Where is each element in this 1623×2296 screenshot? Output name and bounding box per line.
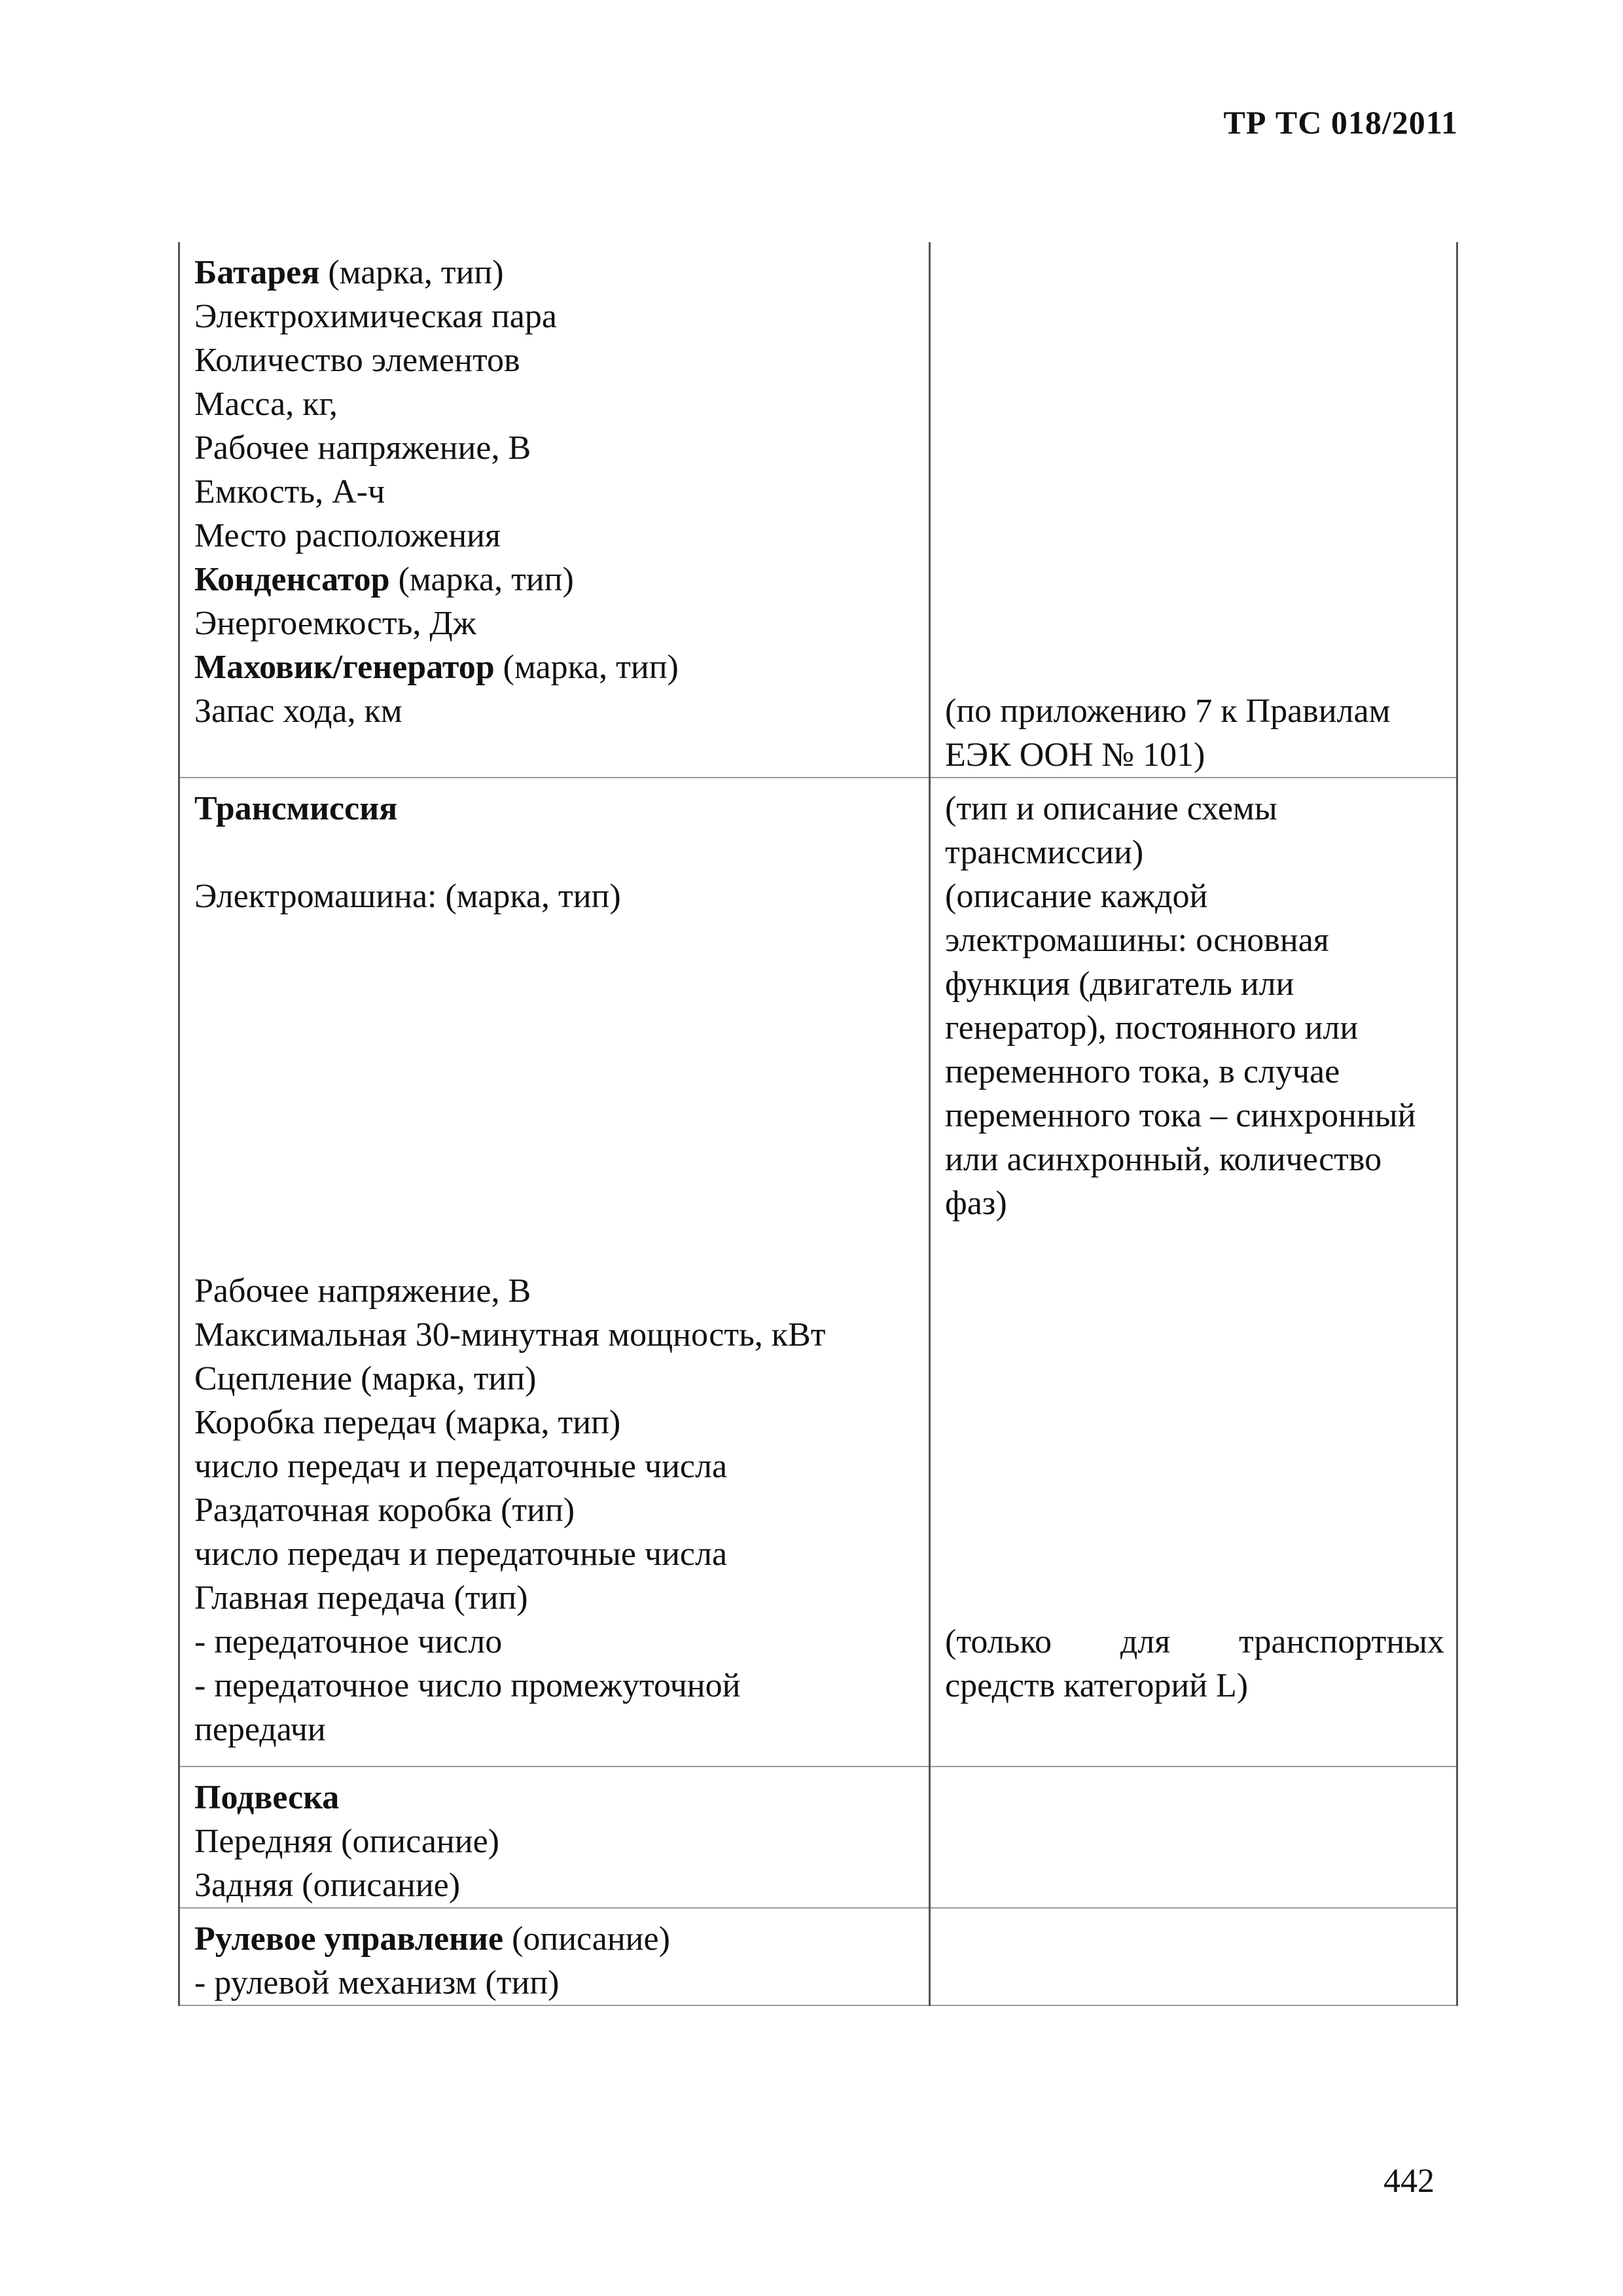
battery-param-location: Место расположения: [194, 517, 501, 554]
transmission-param-max-power: Максимальная 30-минутная мощность, кВт: [194, 1316, 826, 1354]
spacer: [945, 338, 1444, 382]
transmission-param-clutch: Сцепление (марка, тип): [194, 1360, 537, 1397]
transmission-param-transfer-case: Раздаточная коробка (тип): [194, 1492, 575, 1529]
spacer: [945, 1225, 1444, 1269]
spacer: [945, 1576, 1444, 1620]
spacer: [194, 962, 917, 1006]
spacer: [194, 918, 917, 962]
suspension-parameters-cell: [179, 1767, 930, 1908]
flywheel-title-bold: Маховик/генератор: [194, 649, 495, 686]
spacer: [945, 1444, 1444, 1488]
steering-mechanism: - рулевой механизм (тип): [194, 1964, 560, 2001]
steering-title-rest: (описание): [503, 1920, 670, 1958]
transmission-title: Трансмиссия: [194, 790, 398, 827]
spacer: [945, 295, 1444, 338]
suspension-title: Подвеска: [194, 1779, 340, 1816]
spacer: [945, 1313, 1444, 1357]
electric-machine-label: Электромашина: (марка, тип): [194, 878, 621, 915]
spacer: [194, 1050, 917, 1094]
capacitor-title-rest: (марка, тип): [389, 561, 574, 598]
page-number: 442: [1383, 2162, 1435, 2200]
spacer: [945, 382, 1444, 426]
spacer: [945, 1532, 1444, 1576]
specification-table: [178, 242, 1458, 2006]
steering-title-bold: Рулевое управление: [194, 1920, 504, 1958]
battery-parameters-cell: [179, 242, 930, 778]
capacitor-title: [194, 558, 917, 601]
spacer: [194, 733, 917, 777]
range-note: (по приложению 7 к Правилам ЕЭК ООН № 101): [945, 692, 1391, 774]
suspension-section: [179, 1767, 1457, 1908]
steering-parameters-cell: [179, 1908, 930, 2005]
spacer: [945, 470, 1444, 514]
category-note-line-2: средств категорий L): [945, 1667, 1249, 1704]
battery-title: [194, 251, 917, 295]
battery-param-cell-count: Количество элементов: [194, 342, 520, 379]
spacer: [194, 1006, 917, 1050]
battery-title-rest: (марка, тип): [319, 254, 504, 291]
capacitor-energy: Энергоемкость, Дж: [194, 605, 476, 642]
spacer: [945, 601, 1444, 645]
spacer: [945, 645, 1444, 689]
steering-section: [179, 1908, 1457, 2005]
battery-param-capacity: Емкость, А-ч: [194, 473, 385, 511]
transmission-notes-cell: [930, 778, 1457, 1767]
transmission-param-transfer-ratios: число передач и передаточные числа: [194, 1535, 728, 1573]
spacer: [194, 831, 917, 874]
transmission-title-note: (тип и описание схемы трансмиссии): [945, 790, 1277, 871]
transmission-param-voltage: Рабочее напряжение, В: [194, 1272, 531, 1310]
intermediate-ratio-line-2: передачи: [194, 1711, 326, 1748]
intermediate-ratio-line-1: - передаточное число промежуточной: [194, 1667, 741, 1704]
transmission-param-final-ratio: - передаточное число: [194, 1623, 503, 1660]
category-note-line-1: (только для транспортных: [945, 1623, 1444, 1660]
spacer: [945, 251, 1444, 295]
transmission-param-gearbox: Коробка передач (марка, тип): [194, 1404, 621, 1441]
battery-title-bold: Батарея: [194, 254, 320, 291]
spacer: [945, 1357, 1444, 1401]
transmission-param-final-drive: Главная передача (тип): [194, 1579, 528, 1617]
transmission-section: [179, 778, 1457, 1767]
spacer: [194, 1094, 917, 1138]
range-label: Запас хода, км: [194, 692, 402, 730]
spacer: [945, 426, 1444, 470]
capacitor-title-bold: Конденсатор: [194, 561, 390, 598]
steering-title: [194, 1917, 917, 1961]
suspension-rear: Задняя (описание): [194, 1867, 461, 1904]
spacer: [194, 1181, 917, 1225]
spacer: [945, 1488, 1444, 1532]
spacer: [194, 1225, 917, 1269]
flywheel-title-rest: (марка, тип): [494, 649, 679, 686]
suspension-notes-cell: [930, 1767, 1457, 1908]
steering-notes-cell: [930, 1908, 1457, 2005]
battery-notes-cell: [930, 242, 1457, 778]
transmission-param-gearbox-ratios: число передач и передаточные числа: [194, 1448, 728, 1485]
suspension-front: Передняя (описание): [194, 1823, 499, 1860]
spacer: [194, 1751, 917, 1766]
spacer: [945, 514, 1444, 558]
spacer: [194, 1138, 917, 1181]
battery-section: [179, 242, 1457, 778]
battery-param-electrochemical-pair: Электрохимическая пара: [194, 298, 557, 335]
battery-param-mass: Масса, кг,: [194, 386, 338, 423]
electric-machine-note: (описание каждой электромашины: основная функция (двигатель или генератор), постоянного или переменного тока, в случае переменного тока – синхронный или асинхронный, количество фаз): [945, 878, 1416, 1222]
spacer: [945, 1401, 1444, 1444]
transmission-parameters-cell: [179, 778, 930, 1767]
battery-param-voltage: Рабочее напряжение, В: [194, 429, 531, 467]
flywheel-title: [194, 645, 917, 689]
document-code: ТР ТС 018/2011: [1223, 104, 1458, 141]
spacer: [945, 1269, 1444, 1313]
spacer: [945, 558, 1444, 601]
